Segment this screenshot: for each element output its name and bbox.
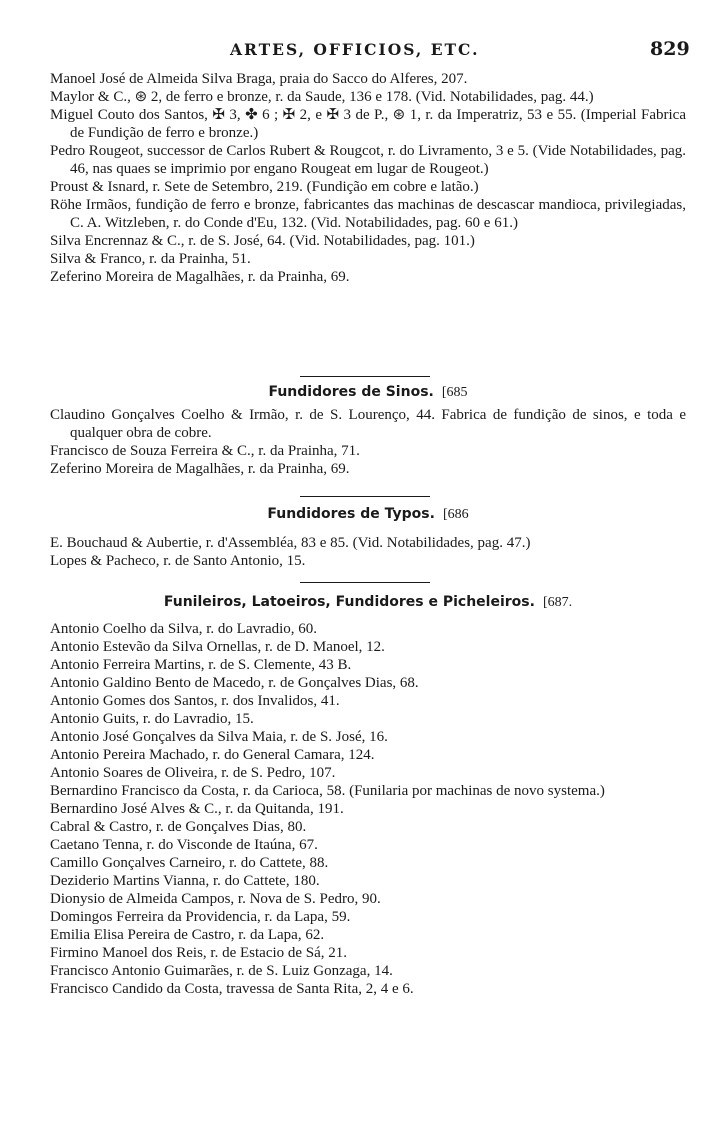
list-item: Francisco Antonio Guimarães, r. de S. Luiz Gonzaga, 14.: [50, 963, 393, 979]
list-item: Antonio Pereira Machado, r. do General Camara, 124.: [50, 747, 375, 763]
entry-list-sinos: [50, 406, 686, 478]
section-title: Fundidores de Sinos.: [268, 384, 434, 400]
list-item: Claudino Gonçalves Coelho & Irmão, r. de S. Lourenço, 44. Fabrica de fundição de sinos, e toda e qualquer obra de cobre.: [50, 407, 686, 441]
list-item: Proust & Isnard, r. Sete de Setembro, 219. (Fundição em cobre e latão.): [50, 179, 479, 195]
section-divider: [300, 376, 430, 377]
section-divider: [300, 496, 430, 497]
section-number: [685: [441, 385, 468, 400]
list-item: Deziderio Martins Vianna, r. do Cattete, 180.: [50, 873, 320, 889]
list-item: Miguel Couto dos Santos, ✠ 3, ✤ 6 ; ✠ 2, e ✠ 3 de P., ⊛ 1, r. da Imperatriz, 53 e 55. (Imperial Fabrica de Fundição de ferro e bronze.): [50, 107, 686, 141]
list-item: Lopes & Pacheco, r. de Santo Antonio, 15.: [50, 553, 306, 569]
list-item: Röhe Irmãos, fundição de ferro e bronze, fabricantes das machinas de descascar mandioca, privilegiadas, C. A. Witzleben, r. do Conde d'Eu, 132. (Vid. Notabilidades, pag. 60 e 61.): [50, 197, 686, 231]
list-item: Antonio Guits, r. do Lavradio, 15.: [50, 711, 254, 727]
list-item: Cabral & Castro, r. de Gonçalves Dias, 80.: [50, 819, 307, 835]
list-item: Camillo Gonçalves Carneiro, r. do Cattete, 88.: [50, 855, 329, 871]
list-item: Silva Encrennaz & C., r. de S. José, 64. (Vid. Notabilidades, pag. 101.): [50, 233, 475, 249]
list-item: Francisco de Souza Ferreira & C., r. da Prainha, 71.: [50, 443, 360, 459]
section-heading: [50, 384, 686, 401]
section-title: Fundidores de Typos.: [267, 506, 435, 522]
section-number: [687.: [542, 595, 573, 610]
list-item: Manoel José de Almeida Silva Braga, praia do Sacco do Alferes, 207.: [50, 71, 468, 87]
section-divider: [300, 582, 430, 583]
running-title: ARTES, OFFICIOS, ETC.: [230, 40, 480, 59]
list-item: Antonio Galdino Bento de Macedo, r. de Gonçalves Dias, 68.: [50, 675, 419, 691]
section-title: Funileiros, Latoeiros, Fundidores e Picheleiros.: [163, 594, 535, 610]
list-item: Zeferino Moreira de Magalhães, r. da Prainha, 69.: [50, 461, 350, 477]
entry-list-funileiros: [50, 620, 686, 998]
section-heading: [50, 506, 686, 523]
list-item: Antonio José Gonçalves da Silva Maia, r. de S. José, 16.: [50, 729, 388, 745]
list-item: Zeferino Moreira de Magalhães, r. da Prainha, 69.: [50, 269, 350, 285]
list-item: Firmino Manoel dos Reis, r. de Estacio de Sá, 21.: [50, 945, 348, 961]
list-item: Domingos Ferreira da Providencia, r. da Lapa, 59.: [50, 909, 351, 925]
entry-list-continued: [50, 70, 686, 286]
list-item: Pedro Rougeot, successor de Carlos Rubert & Rougcot, r. do Livramento, 3 e 5. (Vide Notabilidades, pag. 46, nas quaes se imprimio por engano Rougeat em lugar de Rougeot.): [50, 143, 686, 177]
section-number: [686: [442, 507, 469, 522]
page-number: 829: [650, 38, 690, 60]
list-item: E. Bouchaud & Aubertie, r. d'Assembléa, 83 e 85. (Vid. Notabilidades, pag. 47.): [50, 535, 531, 551]
list-item: Antonio Estevão da Silva Ornellas, r. de D. Manoel, 12.: [50, 639, 385, 655]
list-item: Emilia Elisa Pereira de Castro, r. da Lapa, 62.: [50, 927, 325, 943]
section-heading: [50, 594, 686, 611]
list-item: Maylor & C., ⊛ 2, de ferro e bronze, r. da Saude, 136 e 178. (Vid. Notabilidades, pag. 44.): [50, 89, 594, 105]
list-item: Antonio Soares de Oliveira, r. de S. Pedro, 107.: [50, 765, 336, 781]
list-item: Dionysio de Almeida Campos, r. Nova de S. Pedro, 90.: [50, 891, 381, 907]
list-item: Antonio Coelho da Silva, r. do Lavradio, 60.: [50, 621, 318, 637]
list-item: Bernardino Francisco da Costa, r. da Carioca, 58. (Funilaria por machinas de novo systema.): [50, 783, 605, 799]
list-item: Antonio Gomes dos Santos, r. dos Invalidos, 41.: [50, 693, 340, 709]
list-item: Antonio Ferreira Martins, r. de S. Clemente, 43 B.: [50, 657, 352, 673]
entry-list-typos: [50, 534, 686, 570]
list-item: Bernardino José Alves & C., r. da Quitanda, 191.: [50, 801, 344, 817]
list-item: Caetano Tenna, r. do Visconde de Itaúna, 67.: [50, 837, 318, 853]
list-item: Francisco Candido da Costa, travessa de Santa Rita, 2, 4 e 6.: [50, 981, 414, 997]
list-item: Silva & Franco, r. da Prainha, 51.: [50, 251, 251, 267]
page-header: [0, 40, 725, 64]
